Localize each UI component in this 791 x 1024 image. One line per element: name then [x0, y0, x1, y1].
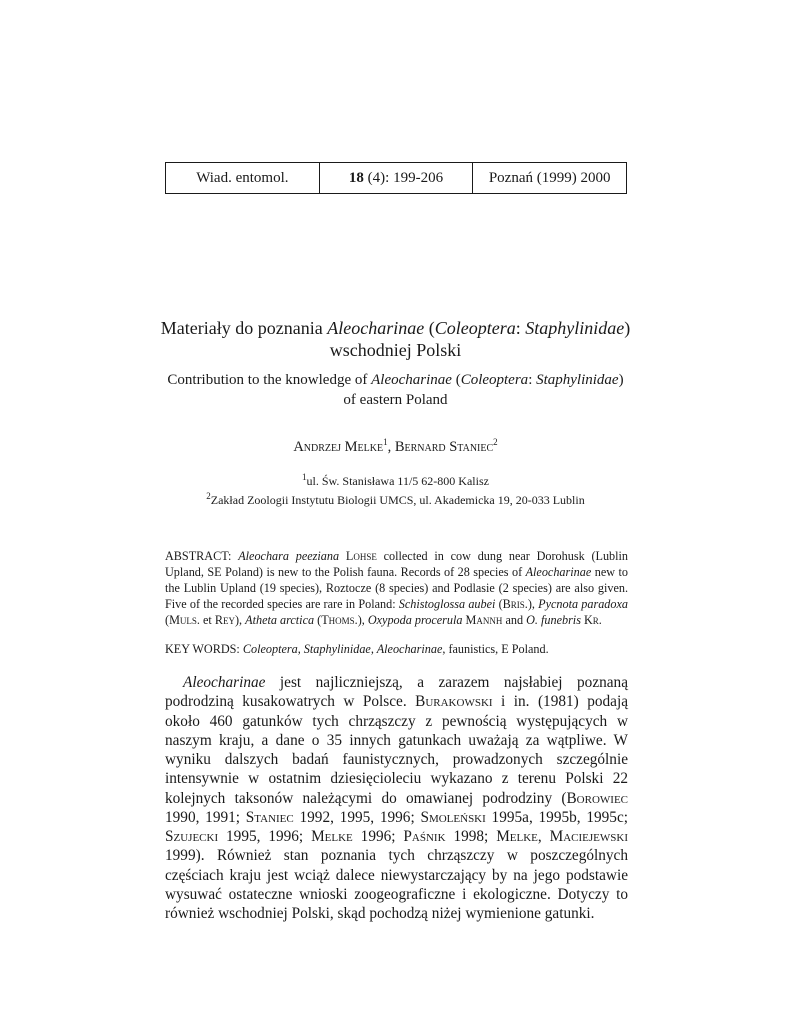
- species-name: Schistoglossa aubei: [398, 597, 496, 612]
- body-text: i in. (1981) podają około 460 gatunków tych chrząszczy z pewnością występujących w naszym kraju, a dane o 35 innych gatunkach uważają za wątpliwe. W wyniku dalszych badań faunistycznych, prowadzonych szczególnie intensywnie w ostatnim dziesięcioleciu wykazano z terenu Polski 22 kolejnych taksonów należącymi do omawianej podrodziny (: [165, 693, 628, 807]
- species-name: Pycnota paradoxa: [538, 597, 628, 612]
- journal-name: [166, 163, 319, 193]
- citation-author: Smoleński: [420, 808, 486, 826]
- citation-author: Melke, Maciejewski: [496, 828, 628, 845]
- affiliation-text: Zakład Zoologii Instytutu Biologii UMCS, ul. Akademicka 19, 20-033 Lublin: [210, 493, 585, 507]
- journal-header-box: [165, 162, 627, 194]
- title-taxon: Staphylinidae: [525, 318, 625, 338]
- subtitle-taxon: Staphylinidae: [536, 372, 619, 388]
- affiliation-mark: 2: [206, 491, 211, 501]
- keywords-rest: , faunistics, E Poland.: [442, 642, 549, 656]
- affiliation-1: [110, 472, 681, 489]
- volume-issue: [319, 163, 473, 193]
- keywords-taxa: Coleoptera, Staphylinidae, Aleocharinae: [242, 642, 443, 656]
- body-text: jest najliczniejszą, a zarazem najsłabiej poznaną podrodziną kusakowatrych w Polsce.: [165, 674, 628, 711]
- author-citation: Lohse: [345, 549, 377, 563]
- volume-number: 18: [348, 169, 364, 186]
- species-name: Aleochara peeziana: [238, 549, 340, 563]
- title-text: Materiały do poznania: [160, 318, 328, 338]
- author-citation: Thoms.: [321, 613, 358, 628]
- abstract-label: ABSTRACT:: [165, 549, 239, 563]
- body-text: 1995a, 1995b, 1995c;: [485, 808, 628, 826]
- author-citation: Kr.: [583, 613, 602, 628]
- abstract-text: new to the Lublin Upland (19 species), Roztocze (8 species) and Podlasie (2 species) are also given. Five of the recorded species are rare in Poland:: [165, 565, 628, 612]
- body-text: 1999). Również stan poznania tych chrząszczy w poszczególnych częściach kraju jest wciąż dalece niewystarczający by na jego podstawie wysuwać ostateczne wnioski zoogeograficzne i ekologiczne. Dotyczy to również wschodniej Polski, skąd pochodzą niżej wymienione gatunki.: [165, 847, 628, 922]
- title-text: :: [515, 318, 526, 338]
- citation-author: Staniec: [245, 808, 294, 826]
- author-name: Andrzej Melke: [293, 438, 384, 455]
- author-citation: Mannh: [465, 613, 503, 628]
- subtitle-text: (: [451, 372, 461, 388]
- title-text: (: [424, 318, 435, 338]
- author-citation: Bris.: [502, 597, 528, 612]
- author-affiliation-mark: 2: [493, 437, 498, 447]
- affiliation-mark: 1: [302, 472, 307, 482]
- species-name: Aleocharinae: [525, 565, 592, 580]
- title-taxon: Coleoptera: [434, 318, 516, 338]
- title-line-2: wschodniej Polski: [329, 340, 462, 360]
- place-year: [472, 163, 626, 193]
- body-text: 1992, 1995, 1996;: [293, 808, 421, 826]
- body-text: 1990, 1991;: [165, 808, 246, 826]
- paper-title: [110, 317, 681, 361]
- species-name: O. funebris: [526, 613, 581, 628]
- taxon-name: Aleocharinae: [183, 674, 266, 691]
- affiliation-text: ul. Św. Stanisława 11/5 62-800 Kalisz: [306, 474, 489, 488]
- author-separator: ,: [387, 438, 395, 455]
- species-name: Oxypoda procerula: [367, 613, 463, 628]
- issue-pages: (4): 199-206: [363, 169, 444, 186]
- title-taxon: Aleocharinae: [327, 318, 425, 338]
- author-citation: Muls.: [169, 613, 200, 628]
- subtitle-line-2: of eastern Poland: [343, 392, 448, 408]
- species-name: Atheta arctica: [245, 613, 315, 628]
- abstract-text: collected in cow dung near Dorohusk (Lublin Upland, SE Poland) is new to the Polish fauna. Records of 28 species of: [165, 549, 629, 580]
- citation-author: Borowiec: [566, 789, 628, 807]
- author-citation: Rey: [214, 613, 235, 628]
- subtitle-text: :: [528, 372, 537, 388]
- place-year-text: Poznań (1999) 2000: [488, 169, 611, 186]
- subtitle-text: ): [618, 372, 624, 388]
- affiliation-2: [110, 491, 681, 508]
- authors-line: [110, 437, 681, 456]
- subtitle-text: Contribution to the knowledge of: [167, 372, 372, 388]
- body-paragraph: [165, 673, 628, 923]
- author-affiliation-mark: 1: [383, 437, 388, 447]
- introduction-paragraph: [165, 673, 628, 923]
- body-text: 1995, 1996;: [218, 828, 312, 845]
- citation-author: Burakowski: [415, 693, 493, 711]
- citation-author: Paśnik: [403, 828, 446, 845]
- title-text: ): [624, 318, 631, 338]
- keywords-label: KEY WORDS:: [165, 642, 243, 656]
- journal-name-text: Wiad. entomol.: [196, 169, 289, 186]
- english-title: [110, 370, 681, 410]
- body-text: 1998;: [445, 828, 497, 845]
- abstract-paragraph: ABSTRACT: Aleochara peeziana Lohse collected in cow dung near Dorohusk (Lublin Upland, SE Poland) is new to the Polish fauna. Records of 28 species of Aleocharinae new to the Lublin Upland (19 species), Roztocze (8 species) and Podlasie (2 species) are also given. Five of the recorded species are rare in Poland: Schistoglossa aubei (Bris.), Pycnota paradoxa (Muls. et Rey), Atheta arctica (Thoms.), Oxypoda procerula Mannh and O. funebris Kr.: [165, 549, 629, 628]
- author-name: Bernard Staniec: [394, 438, 494, 455]
- abstract: [165, 548, 628, 628]
- keywords: [165, 641, 628, 657]
- body-text: 1996;: [352, 828, 404, 845]
- subtitle-taxon: Coleoptera: [460, 372, 529, 388]
- citation-author: Melke: [311, 828, 353, 845]
- subtitle-taxon: Aleocharinae: [371, 372, 452, 388]
- citation-author: Szujecki: [165, 828, 219, 845]
